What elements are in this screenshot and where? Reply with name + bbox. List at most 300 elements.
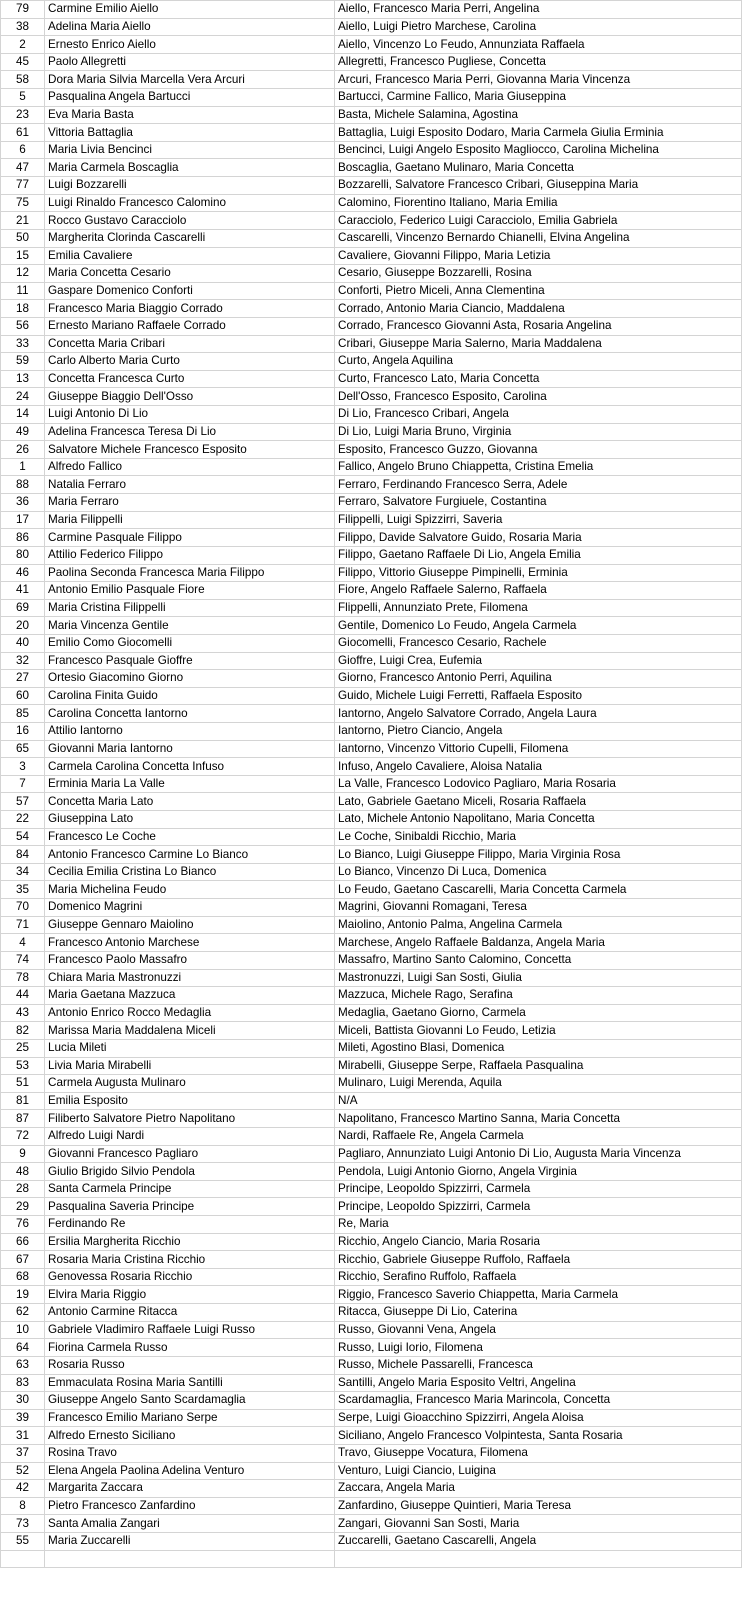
person-name-cell: Alfredo Luigi Nardi — [45, 1128, 335, 1146]
parents-cell: Bozzarelli, Salvatore Francesco Cribari, Giuseppina Maria — [335, 177, 742, 195]
parents-cell: Le Coche, Sinibaldi Ricchio, Maria — [335, 828, 742, 846]
table-row — [1, 1145, 742, 1163]
person-name-cell: Pasqualina Angela Bartucci — [45, 89, 335, 107]
parents-cell: Lo Bianco, Luigi Giuseppe Filippo, Maria Virginia Rosa — [335, 846, 742, 864]
person-name-cell: Francesco Antonio Marchese — [45, 934, 335, 952]
parents-cell: Battaglia, Luigi Esposito Dodaro, Maria Carmela Giulia Erminia — [335, 124, 742, 142]
table-row — [1, 899, 742, 917]
table-row — [1, 916, 742, 934]
table-row — [1, 582, 742, 600]
person-name-cell: Luigi Bozzarelli — [45, 177, 335, 195]
person-name-cell: Concetta Maria Lato — [45, 793, 335, 811]
person-name-cell: Eva Maria Basta — [45, 106, 335, 124]
person-name-cell: Giovanni Francesco Pagliaro — [45, 1145, 335, 1163]
parents-cell: Iantorno, Pietro Ciancio, Angela — [335, 722, 742, 740]
table-row — [1, 881, 742, 899]
parents-cell: Curto, Francesco Lato, Maria Concetta — [335, 370, 742, 388]
table-row — [1, 1180, 742, 1198]
person-name-cell: Maria Gaetana Mazzuca — [45, 987, 335, 1005]
parents-cell: Riggio, Francesco Saverio Chiappetta, Maria Carmela — [335, 1286, 742, 1304]
parents-cell: Scardamaglia, Francesco Maria Marincola, Concetta — [335, 1392, 742, 1410]
parents-cell: Zaccara, Angela Maria — [335, 1480, 742, 1498]
person-name-cell: Francesco Emilio Mariano Serpe — [45, 1409, 335, 1427]
table-row — [1, 652, 742, 670]
table-row — [1, 634, 742, 652]
person-name-cell: Maria Ferraro — [45, 494, 335, 512]
row-number-cell: 47 — [1, 159, 45, 177]
parents-cell: Lato, Michele Antonio Napolitano, Maria Concetta — [335, 811, 742, 829]
row-number-cell: 30 — [1, 1392, 45, 1410]
parents-cell: Zangari, Giovanni San Sosti, Maria — [335, 1515, 742, 1533]
person-name-cell: Luigi Rinaldo Francesco Calomino — [45, 194, 335, 212]
person-name-cell: Carmela Augusta Mulinaro — [45, 1075, 335, 1093]
table-row — [1, 159, 742, 177]
parents-cell: Serpe, Luigi Gioacchino Spizzirri, Angela Aloisa — [335, 1409, 742, 1427]
row-number-cell: 15 — [1, 247, 45, 265]
person-name-cell: Elvira Maria Riggio — [45, 1286, 335, 1304]
parents-cell: Corrado, Francesco Giovanni Asta, Rosaria Angelina — [335, 317, 742, 335]
row-number-cell: 21 — [1, 212, 45, 230]
row-number-cell: 9 — [1, 1145, 45, 1163]
parents-cell: Caracciolo, Federico Luigi Caracciolo, Emilia Gabriela — [335, 212, 742, 230]
row-number-cell: 43 — [1, 1004, 45, 1022]
person-name-cell: Carmine Emilio Aiello — [45, 1, 335, 19]
row-number-cell: 51 — [1, 1075, 45, 1093]
parents-cell: Flippelli, Annunziato Prete, Filomena — [335, 599, 742, 617]
row-number-cell: 41 — [1, 582, 45, 600]
parents-cell: Ricchio, Angelo Ciancio, Maria Rosaria — [335, 1233, 742, 1251]
table-row — [1, 36, 742, 54]
row-number-cell: 16 — [1, 722, 45, 740]
parents-cell: Re, Maria — [335, 1216, 742, 1234]
table-row — [1, 793, 742, 811]
parents-cell: Giocomelli, Francesco Cesario, Rachele — [335, 634, 742, 652]
person-name-cell: Alfredo Fallico — [45, 458, 335, 476]
table-row — [1, 265, 742, 283]
person-name-cell: Giulio Brigido Silvio Pendola — [45, 1163, 335, 1181]
table-row — [1, 441, 742, 459]
person-name-cell: Giovanni Maria Iantorno — [45, 740, 335, 758]
parents-cell: Massafro, Martino Santo Calomino, Concetta — [335, 951, 742, 969]
parents-cell: Venturo, Luigi Ciancio, Luigina — [335, 1462, 742, 1480]
table-row — [1, 1356, 742, 1374]
parents-cell: Arcuri, Francesco Maria Perri, Giovanna Maria Vincenza — [335, 71, 742, 89]
row-number-cell: 71 — [1, 916, 45, 934]
table-row — [1, 194, 742, 212]
table-row — [1, 353, 742, 371]
parents-cell: Di Lio, Luigi Maria Bruno, Virginia — [335, 423, 742, 441]
person-name-cell: Antonio Francesco Carmine Lo Bianco — [45, 846, 335, 864]
table-row — [1, 1128, 742, 1146]
parents-cell: Mirabelli, Giuseppe Serpe, Raffaela Pasqualina — [335, 1057, 742, 1075]
table-row — [1, 987, 742, 1005]
row-number-cell: 4 — [1, 934, 45, 952]
person-name-cell: Maria Filippelli — [45, 511, 335, 529]
row-number-cell: 81 — [1, 1092, 45, 1110]
table-row — [1, 969, 742, 987]
parents-cell: Magrini, Giovanni Romagani, Teresa — [335, 899, 742, 917]
person-name-cell: Santa Amalia Zangari — [45, 1515, 335, 1533]
row-number-cell: 79 — [1, 1, 45, 19]
parents-cell — [335, 1550, 742, 1568]
row-number-cell: 49 — [1, 423, 45, 441]
parents-cell: Lo Feudo, Gaetano Cascarelli, Maria Concetta Carmela — [335, 881, 742, 899]
table-row — [1, 1233, 742, 1251]
row-number-cell: 3 — [1, 758, 45, 776]
parents-cell: Miceli, Battista Giovanni Lo Feudo, Letizia — [335, 1022, 742, 1040]
row-number-cell: 36 — [1, 494, 45, 512]
person-name-cell: Ernesto Mariano Raffaele Corrado — [45, 317, 335, 335]
table-row — [1, 1444, 742, 1462]
parents-cell: Marchese, Angelo Raffaele Baldanza, Angela Maria — [335, 934, 742, 952]
person-name-cell: Natalia Ferraro — [45, 476, 335, 494]
table-row — [1, 247, 742, 265]
row-number-cell: 8 — [1, 1497, 45, 1515]
parents-cell: Aiello, Vincenzo Lo Feudo, Annunziata Raffaela — [335, 36, 742, 54]
person-name-cell: Luigi Antonio Di Lio — [45, 406, 335, 424]
row-number-cell: 60 — [1, 687, 45, 705]
person-name-cell: Giuseppe Gennaro Maiolino — [45, 916, 335, 934]
parents-cell: Siciliano, Angelo Francesco Volpintesta, Santa Rosaria — [335, 1427, 742, 1445]
table-row — [1, 951, 742, 969]
row-number-cell: 73 — [1, 1515, 45, 1533]
person-name-cell: Maria Livia Bencinci — [45, 141, 335, 159]
table-row — [1, 934, 742, 952]
table-row — [1, 300, 742, 318]
parents-cell: Filippo, Vittorio Giuseppe Pimpinelli, Erminia — [335, 564, 742, 582]
person-name-cell: Maria Vincenza Gentile — [45, 617, 335, 635]
person-name-cell: Giuseppe Biaggio Dell'Osso — [45, 388, 335, 406]
person-name-cell: Francesco Paolo Massafro — [45, 951, 335, 969]
table-row — [1, 1039, 742, 1057]
row-number-cell: 80 — [1, 546, 45, 564]
table-row — [1, 1374, 742, 1392]
parents-cell: Nardi, Raffaele Re, Angela Carmela — [335, 1128, 742, 1146]
person-name-cell: Carmine Pasquale Filippo — [45, 529, 335, 547]
parents-cell: Corrado, Antonio Maria Ciancio, Maddalena — [335, 300, 742, 318]
table-row — [1, 1427, 742, 1445]
parents-cell: Fiore, Angelo Raffaele Salerno, Raffaela — [335, 582, 742, 600]
parents-cell: Filippo, Davide Salvatore Guido, Rosaria Maria — [335, 529, 742, 547]
table-row — [1, 1409, 742, 1427]
row-number-cell: 75 — [1, 194, 45, 212]
row-number-cell: 32 — [1, 652, 45, 670]
table-row — [1, 1321, 742, 1339]
row-number-cell: 55 — [1, 1533, 45, 1551]
row-number-cell: 58 — [1, 71, 45, 89]
row-number-cell: 86 — [1, 529, 45, 547]
person-name-cell: Carolina Concetta Iantorno — [45, 705, 335, 723]
parents-cell: La Valle, Francesco Lodovico Pagliaro, Maria Rosaria — [335, 775, 742, 793]
person-name-cell: Francesco Pasquale Gioffre — [45, 652, 335, 670]
row-number-cell: 88 — [1, 476, 45, 494]
table-row — [1, 1075, 742, 1093]
person-name-cell: Carmela Carolina Concetta Infuso — [45, 758, 335, 776]
table-row — [1, 670, 742, 688]
parents-cell: Ricchio, Serafino Ruffolo, Raffaela — [335, 1268, 742, 1286]
parents-cell: Iantorno, Vincenzo Vittorio Cupelli, Filomena — [335, 740, 742, 758]
person-name-cell: Lucia Mileti — [45, 1039, 335, 1057]
parents-cell: Napolitano, Francesco Martino Sanna, Maria Concetta — [335, 1110, 742, 1128]
person-name-cell — [45, 1550, 335, 1568]
row-number-cell: 67 — [1, 1251, 45, 1269]
row-number-cell: 7 — [1, 775, 45, 793]
person-name-cell: Paolo Allegretti — [45, 53, 335, 71]
row-number-cell: 12 — [1, 265, 45, 283]
table-row — [1, 1286, 742, 1304]
person-name-cell: Ersilia Margherita Ricchio — [45, 1233, 335, 1251]
table-row — [1, 529, 742, 547]
parents-cell: Russo, Michele Passarelli, Francesca — [335, 1356, 742, 1374]
row-number-cell: 48 — [1, 1163, 45, 1181]
row-number-cell: 72 — [1, 1128, 45, 1146]
table-row — [1, 775, 742, 793]
person-name-cell: Alfredo Ernesto Siciliano — [45, 1427, 335, 1445]
row-number-cell: 74 — [1, 951, 45, 969]
person-name-cell: Cecilia Emilia Cristina Lo Bianco — [45, 863, 335, 881]
table-row — [1, 1, 742, 19]
table-row — [1, 1497, 742, 1515]
table-row — [1, 212, 742, 230]
table-row — [1, 1392, 742, 1410]
table-row — [1, 1268, 742, 1286]
parents-cell: Ferraro, Ferdinando Francesco Serra, Adele — [335, 476, 742, 494]
table-row — [1, 1462, 742, 1480]
row-number-cell: 46 — [1, 564, 45, 582]
parents-cell: Mileti, Agostino Blasi, Domenica — [335, 1039, 742, 1057]
person-name-cell: Gaspare Domenico Conforti — [45, 282, 335, 300]
person-name-cell: Rosina Travo — [45, 1444, 335, 1462]
parents-cell: Lo Bianco, Vincenzo Di Luca, Domenica — [335, 863, 742, 881]
row-number-cell: 25 — [1, 1039, 45, 1057]
table-row — [1, 599, 742, 617]
row-number-cell: 11 — [1, 282, 45, 300]
parents-cell: Bartucci, Carmine Fallico, Maria Giuseppina — [335, 89, 742, 107]
table-row — [1, 811, 742, 829]
parents-cell: Ferraro, Salvatore Furgiuele, Costantina — [335, 494, 742, 512]
row-number-cell: 40 — [1, 634, 45, 652]
table-row — [1, 828, 742, 846]
parents-cell: N/A — [335, 1092, 742, 1110]
person-name-cell: Pietro Francesco Zanfardino — [45, 1497, 335, 1515]
parents-cell: Mulinaro, Luigi Merenda, Aquila — [335, 1075, 742, 1093]
person-name-cell: Dora Maria Silvia Marcella Vera Arcuri — [45, 71, 335, 89]
parents-cell: Zanfardino, Giuseppe Quintieri, Maria Teresa — [335, 1497, 742, 1515]
person-name-cell: Adelina Maria Aiello — [45, 18, 335, 36]
row-number-cell: 77 — [1, 177, 45, 195]
row-number-cell: 39 — [1, 1409, 45, 1427]
parents-cell: Giorno, Francesco Antonio Perri, Aquilina — [335, 670, 742, 688]
table-row — [1, 335, 742, 353]
table-row — [1, 106, 742, 124]
person-name-cell: Concetta Francesca Curto — [45, 370, 335, 388]
row-number-cell: 23 — [1, 106, 45, 124]
person-name-cell: Chiara Maria Mastronuzzi — [45, 969, 335, 987]
parents-cell: Pagliaro, Annunziato Luigi Antonio Di Lio, Augusta Maria Vincenza — [335, 1145, 742, 1163]
row-number-cell: 26 — [1, 441, 45, 459]
parents-cell: Russo, Giovanni Vena, Angela — [335, 1321, 742, 1339]
table-row — [1, 423, 742, 441]
table-row — [1, 388, 742, 406]
table-row — [1, 1304, 742, 1322]
table-row — [1, 863, 742, 881]
parents-cell: Iantorno, Angelo Salvatore Corrado, Angela Laura — [335, 705, 742, 723]
row-number-cell: 13 — [1, 370, 45, 388]
row-number-cell: 18 — [1, 300, 45, 318]
parents-cell: Filippelli, Luigi Spizzirri, Saveria — [335, 511, 742, 529]
row-number-cell: 78 — [1, 969, 45, 987]
parents-cell: Guido, Michele Luigi Ferretti, Raffaela Esposito — [335, 687, 742, 705]
table-row — [1, 1515, 742, 1533]
person-name-cell: Antonio Carmine Ritacca — [45, 1304, 335, 1322]
table-row — [1, 229, 742, 247]
parents-cell: Calomino, Fiorentino Italiano, Maria Emilia — [335, 194, 742, 212]
parents-cell: Cascarelli, Vincenzo Bernardo Chianelli, Elvina Angelina — [335, 229, 742, 247]
person-name-cell: Ernesto Enrico Aiello — [45, 36, 335, 54]
row-number-cell: 69 — [1, 599, 45, 617]
parents-cell: Esposito, Francesco Guzzo, Giovanna — [335, 441, 742, 459]
row-number-cell: 42 — [1, 1480, 45, 1498]
parents-cell: Gioffre, Luigi Crea, Eufemia — [335, 652, 742, 670]
person-name-cell: Emilio Como Giocomelli — [45, 634, 335, 652]
person-name-cell: Rosaria Maria Cristina Ricchio — [45, 1251, 335, 1269]
parents-cell: Medaglia, Gaetano Giorno, Carmela — [335, 1004, 742, 1022]
person-name-cell: Francesco Maria Biaggio Corrado — [45, 300, 335, 318]
row-number-cell: 37 — [1, 1444, 45, 1462]
row-number-cell: 24 — [1, 388, 45, 406]
person-name-cell: Carlo Alberto Maria Curto — [45, 353, 335, 371]
person-name-cell: Attilio Iantorno — [45, 722, 335, 740]
row-number-cell: 6 — [1, 141, 45, 159]
table-row — [1, 1022, 742, 1040]
parents-cell: Pendola, Luigi Antonio Giorno, Angela Virginia — [335, 1163, 742, 1181]
person-name-cell: Francesco Le Coche — [45, 828, 335, 846]
row-number-cell: 44 — [1, 987, 45, 1005]
table-row — [1, 494, 742, 512]
table-row — [1, 1216, 742, 1234]
parents-cell: Travo, Giuseppe Vocatura, Filomena — [335, 1444, 742, 1462]
parents-cell: Mastronuzzi, Luigi San Sosti, Giulia — [335, 969, 742, 987]
person-name-cell: Elena Angela Paolina Adelina Venturo — [45, 1462, 335, 1480]
row-number-cell: 76 — [1, 1216, 45, 1234]
table-row — [1, 71, 742, 89]
person-name-cell: Filiberto Salvatore Pietro Napolitano — [45, 1110, 335, 1128]
table-row — [1, 458, 742, 476]
row-number-cell: 65 — [1, 740, 45, 758]
person-name-cell: Maria Cristina Filippelli — [45, 599, 335, 617]
row-number-cell: 59 — [1, 353, 45, 371]
parents-cell: Santilli, Angelo Maria Esposito Veltri, Angelina — [335, 1374, 742, 1392]
parents-cell: Cavaliere, Giovanni Filippo, Maria Letizia — [335, 247, 742, 265]
records-table-body — [1, 1, 742, 1568]
person-name-cell: Maria Zuccarelli — [45, 1533, 335, 1551]
row-number-cell: 82 — [1, 1022, 45, 1040]
parents-cell: Dell'Osso, Francesco Esposito, Carolina — [335, 388, 742, 406]
row-number-cell: 19 — [1, 1286, 45, 1304]
table-row — [1, 124, 742, 142]
table-row — [1, 1004, 742, 1022]
person-name-cell: Antonio Emilio Pasquale Fiore — [45, 582, 335, 600]
parents-cell: Principe, Leopoldo Spizzirri, Carmela — [335, 1180, 742, 1198]
table-row — [1, 617, 742, 635]
table-row — [1, 406, 742, 424]
table-row — [1, 53, 742, 71]
row-number-cell: 53 — [1, 1057, 45, 1075]
table-row — [1, 1251, 742, 1269]
person-name-cell: Salvatore Michele Francesco Esposito — [45, 441, 335, 459]
row-number-cell: 1 — [1, 458, 45, 476]
parents-cell: Cribari, Giuseppe Maria Salerno, Maria Maddalena — [335, 335, 742, 353]
person-name-cell: Margarita Zaccara — [45, 1480, 335, 1498]
person-name-cell: Giuseppina Lato — [45, 811, 335, 829]
row-number-cell: 85 — [1, 705, 45, 723]
person-name-cell: Vittoria Battaglia — [45, 124, 335, 142]
row-number-cell: 45 — [1, 53, 45, 71]
parents-cell: Principe, Leopoldo Spizzirri, Carmela — [335, 1198, 742, 1216]
row-number-cell: 38 — [1, 18, 45, 36]
person-name-cell: Rocco Gustavo Caracciolo — [45, 212, 335, 230]
person-name-cell: Carolina Finita Guido — [45, 687, 335, 705]
person-name-cell: Emmaculata Rosina Maria Santilli — [45, 1374, 335, 1392]
person-name-cell: Emilia Cavaliere — [45, 247, 335, 265]
row-number-cell: 20 — [1, 617, 45, 635]
person-name-cell: Marissa Maria Maddalena Miceli — [45, 1022, 335, 1040]
row-number-cell: 22 — [1, 811, 45, 829]
table-row — [1, 1163, 742, 1181]
table-row — [1, 740, 742, 758]
table-row — [1, 546, 742, 564]
parents-cell: Cesario, Giuseppe Bozzarelli, Rosina — [335, 265, 742, 283]
row-number-cell: 54 — [1, 828, 45, 846]
parents-cell: Infuso, Angelo Cavaliere, Aloisa Natalia — [335, 758, 742, 776]
parents-cell: Aiello, Luigi Pietro Marchese, Carolina — [335, 18, 742, 36]
person-name-cell: Concetta Maria Cribari — [45, 335, 335, 353]
parents-cell: Bencinci, Luigi Angelo Esposito Magliocco, Carolina Michelina — [335, 141, 742, 159]
row-number-cell: 31 — [1, 1427, 45, 1445]
row-number-cell: 29 — [1, 1198, 45, 1216]
row-number-cell: 14 — [1, 406, 45, 424]
parents-cell: Lato, Gabriele Gaetano Miceli, Rosaria Raffaela — [335, 793, 742, 811]
parents-cell: Boscaglia, Gaetano Mulinaro, Maria Concetta — [335, 159, 742, 177]
parents-cell: Maiolino, Antonio Palma, Angelina Carmela — [335, 916, 742, 934]
row-number-cell: 52 — [1, 1462, 45, 1480]
parents-cell: Aiello, Francesco Maria Perri, Angelina — [335, 1, 742, 19]
table-row — [1, 1480, 742, 1498]
row-number-cell: 50 — [1, 229, 45, 247]
table-row — [1, 1092, 742, 1110]
row-number-cell: 68 — [1, 1268, 45, 1286]
row-number-cell — [1, 1550, 45, 1568]
person-name-cell: Maria Carmela Boscaglia — [45, 159, 335, 177]
row-number-cell: 2 — [1, 36, 45, 54]
parents-cell: Conforti, Pietro Miceli, Anna Clementina — [335, 282, 742, 300]
person-name-cell: Paolina Seconda Francesca Maria Filippo — [45, 564, 335, 582]
person-name-cell: Santa Carmela Principe — [45, 1180, 335, 1198]
table-row — [1, 705, 742, 723]
row-number-cell: 84 — [1, 846, 45, 864]
person-name-cell: Gabriele Vladimiro Raffaele Luigi Russo — [45, 1321, 335, 1339]
table-row — [1, 687, 742, 705]
table-row — [1, 1533, 742, 1551]
table-row — [1, 1339, 742, 1357]
table-row — [1, 141, 742, 159]
parents-cell: Zuccarelli, Gaetano Cascarelli, Angela — [335, 1533, 742, 1551]
table-row — [1, 722, 742, 740]
parents-cell: Ritacca, Giuseppe Di Lio, Caterina — [335, 1304, 742, 1322]
table-row — [1, 758, 742, 776]
person-name-cell: Fiorina Carmela Russo — [45, 1339, 335, 1357]
parents-cell: Mazzuca, Michele Rago, Serafina — [335, 987, 742, 1005]
